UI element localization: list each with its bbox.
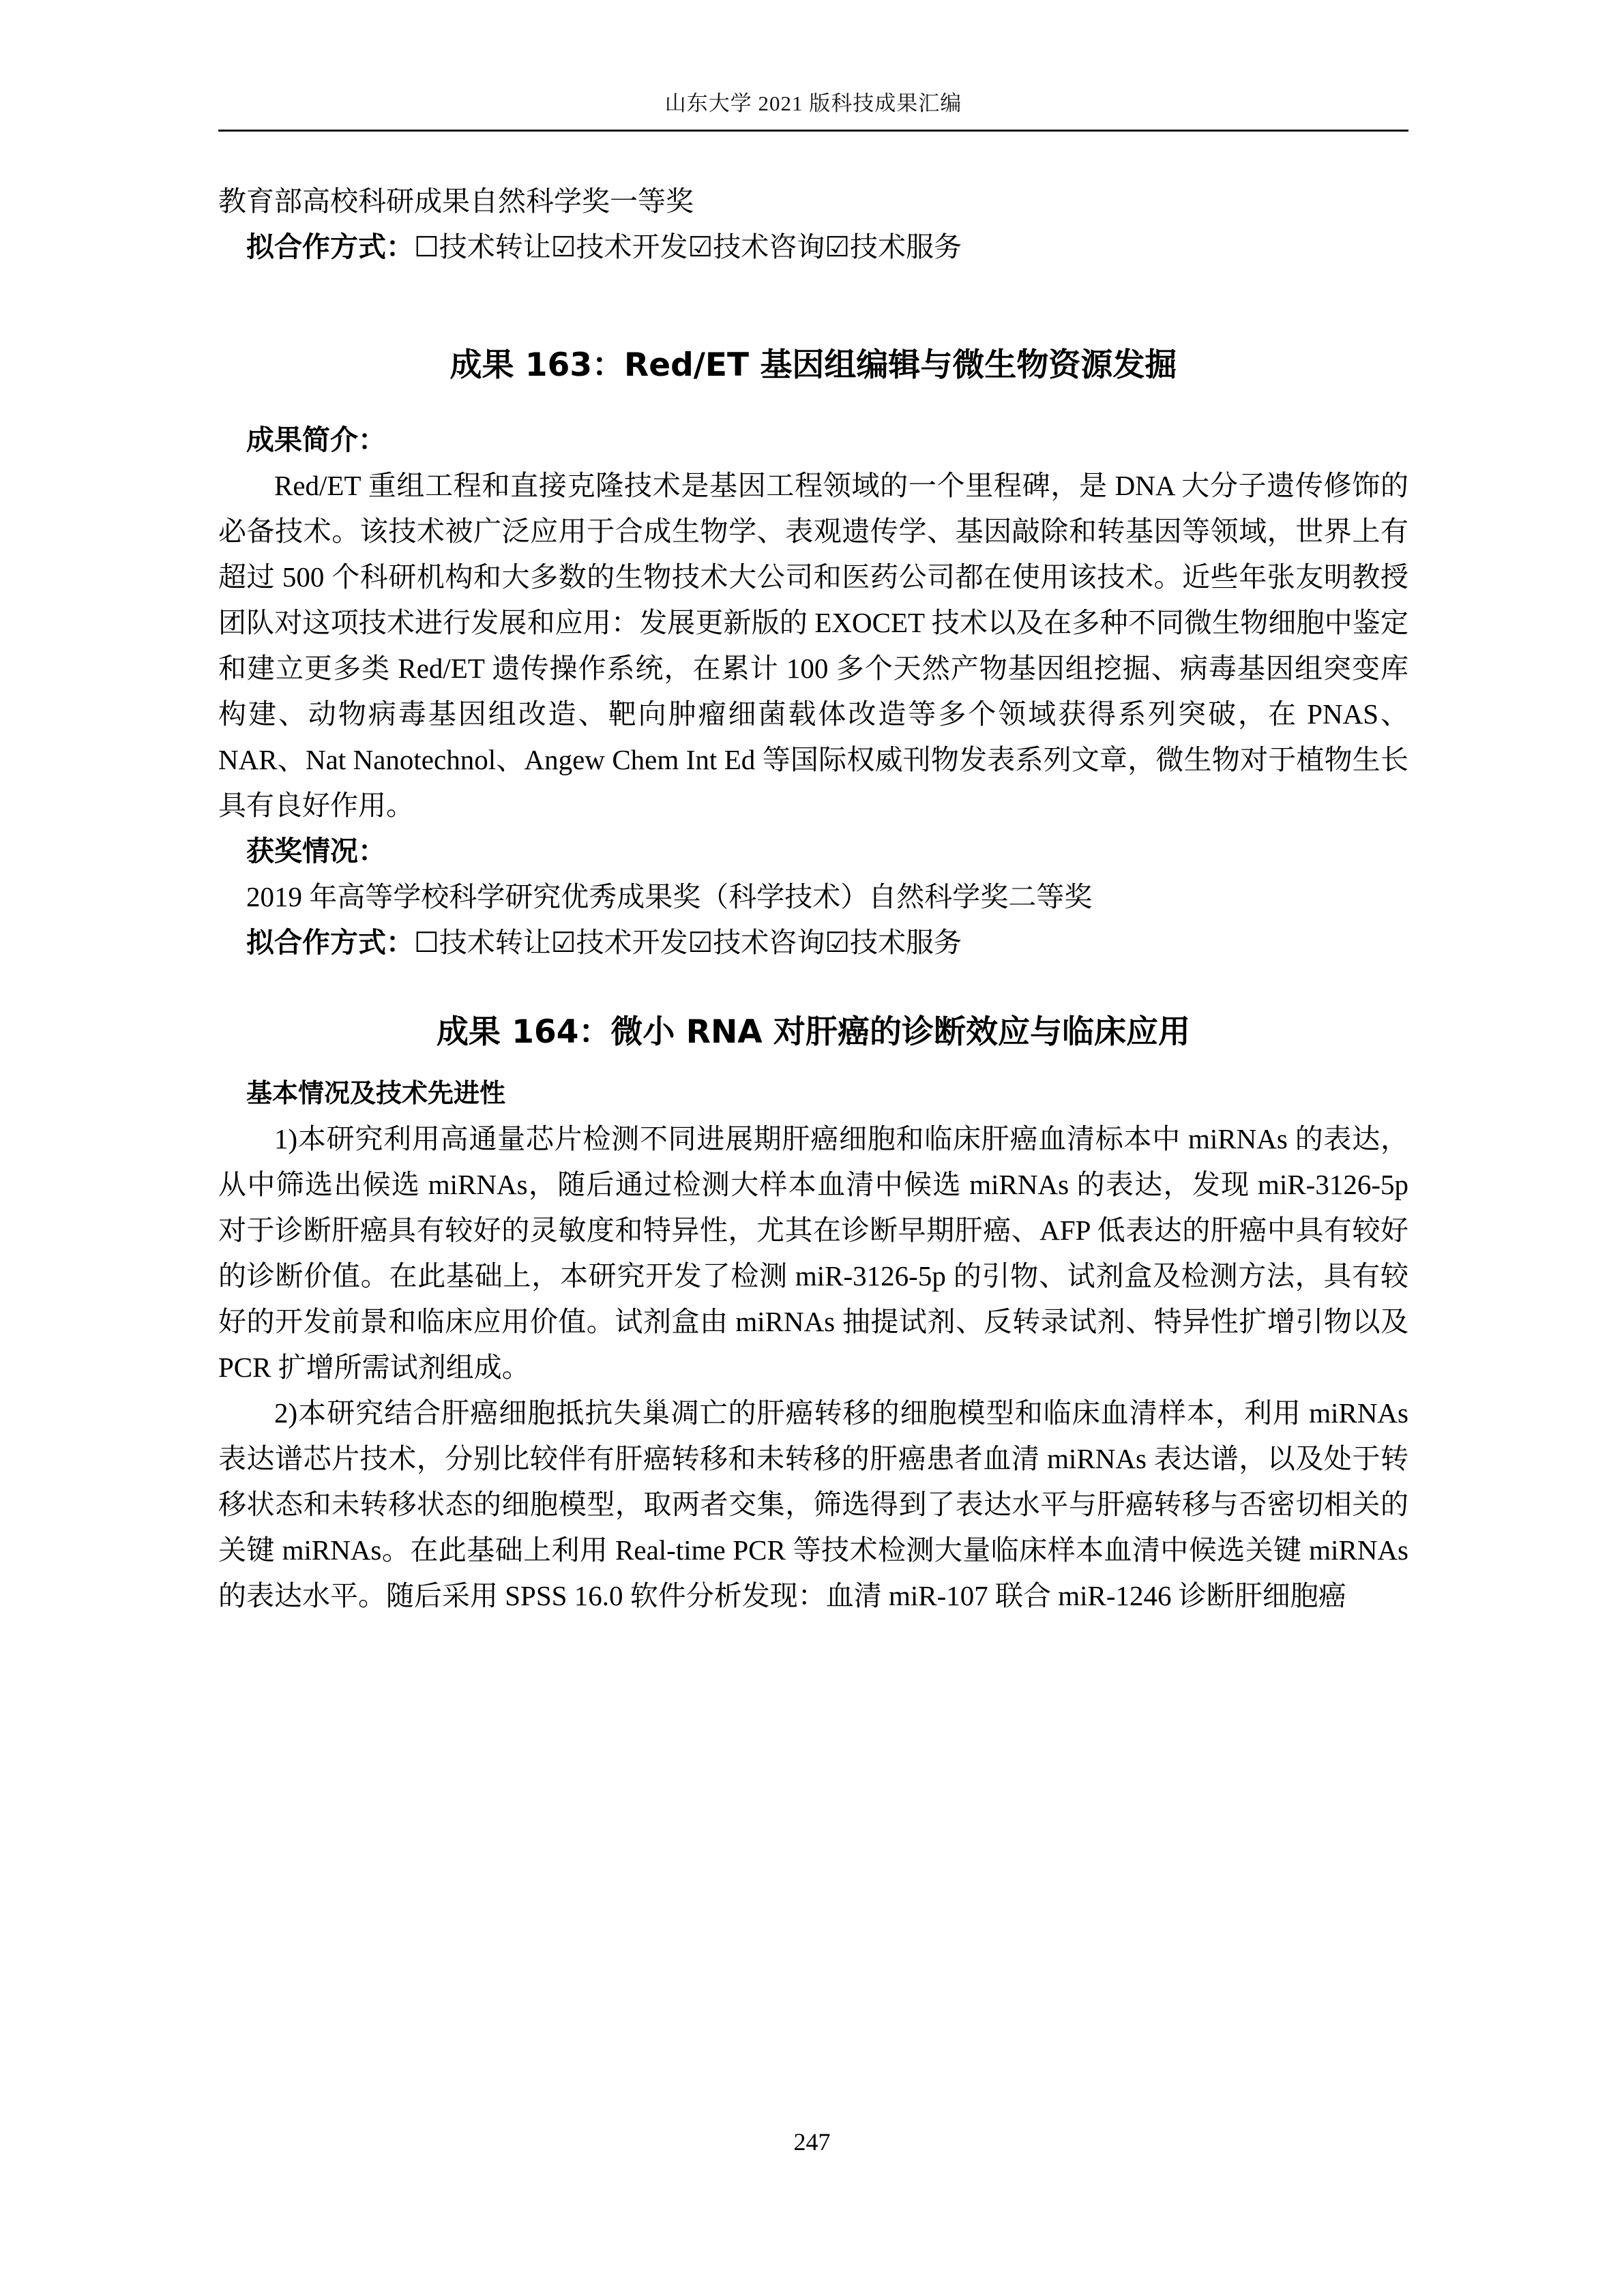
achievement-164-paragraph-2: 2)本研究结合肝癌细胞抵抗失巢凋亡的肝癌转移的细胞模型和临床血清样本，利用 miRNAs 表达谱芯片技术，分别比较伴有肝癌转移和未转移的肝癌患者血清 miRNAs 表达谱，以及处于转移状态和未转移状态的细胞模型，取两者交集，筛选得到了表达水平与肝癌转移与否密切相关的关键 miRNAs。在此基础上利用 Real-time PCR 等技术检测大量临床样本血清中候选关键 miRNAs 的表达水平。随后采用 SPSS 16.0 软件分析发现：血清 miR-107 联合 miR-1246 诊断肝细胞癌 xyxy=(218,1397,1408,1611)
spacer xyxy=(218,966,1408,1008)
achievement-163-cooperation-line xyxy=(218,920,1408,966)
achievement-164-title: 成果 164：微小 RNA 对肝癌的诊断效应与临床应用 xyxy=(436,1013,1191,1051)
cooperation-label: 拟合作方式： xyxy=(246,231,414,263)
achievement-163-intro-label: 成果简介： xyxy=(246,424,386,456)
achievement-163-award-text: 2019 年高等学校科学研究优秀成果奖（科学技术）自然科学奖二等奖 xyxy=(246,881,1093,912)
page-number: 247 xyxy=(793,2128,831,2156)
cooperation-label: 拟合作方式： xyxy=(246,927,414,958)
page-header: 山东大学 2021 版科技成果汇编 xyxy=(664,91,962,115)
achievement-164-subhead: 基本情况及技术先进性 xyxy=(246,1078,506,1108)
achievement-164-paragraph-1: 1)本研究利用高通量芯片检测不同进展期肝癌细胞和临床肝癌血清标本中 miRNAs 的表达，从中筛选出候选 miRNAs，随后通过检测大样本血清中候选 miRNAs 的表达，发现 miR-3126-5p 对于诊断肝癌具有较好的灵敏度和特异性，尤其在诊断早期肝癌、AFP 低表达的肝癌中具有较好的诊断价值。在此基础上，本研究开发了检测 miR-3126-5p 的引物、试剂盒及检测方法，具有较好的开发前景和临床应用价值。试剂盒由 miRNAs 抽提试剂、反转录试剂、特异性扩增引物以及 PCR 扩增所需试剂组成。 xyxy=(218,1123,1408,1383)
cooperation-options: ☐技术转让☑技术开发☑技术咨询☑技术服务 xyxy=(414,927,962,958)
previous-award-line: 教育部高校科研成果自然科学奖一等奖 xyxy=(218,185,694,217)
achievement-163-intro-text: Red/ET 重组工程和直接克隆技术是基因工程领域的一个里程碑，是 DNA 大分子遗传修饰的必备技术。该技术被广泛应用于合成生物学、表观遗传学、基因敲除和转基因等领域，世界上有超过 500 个科研机构和大多数的生物技术大公司和医药公司都在使用该技术。近些年张友明教授团队对这项技术进行发展和应用：发展更新版的 EXOCET 技术以及在多种不同微生物细胞中鉴定和建立更多类 Red/ET 遗传操作系统，在累计 100 多个天然产物基因组挖掘、病毒基因组突变库构建、动物病毒基因组改造、靶向肿瘤细菌载体改造等多个领域获得系列突破，在 PNAS、NAR、Nat Nanotechnol、Angew Chem Int Ed 等国际权威刊物发表系列文章，微生物对于植物生长具有良好作用。 xyxy=(218,470,1408,821)
achievement-163-title: 成果 163：Red/ET 基因组编辑与微生物资源发掘 xyxy=(449,346,1177,384)
previous-cooperation-line xyxy=(218,224,1408,270)
header-divider xyxy=(218,130,1408,132)
cooperation-options: ☐技术转让☑技术开发☑技术咨询☑技术服务 xyxy=(414,231,962,263)
spacer xyxy=(218,390,1408,417)
spacer xyxy=(218,270,1408,341)
spacer xyxy=(218,1057,1408,1071)
achievement-163-award-label: 获奖情况： xyxy=(246,835,386,867)
page-content xyxy=(218,179,1408,1619)
